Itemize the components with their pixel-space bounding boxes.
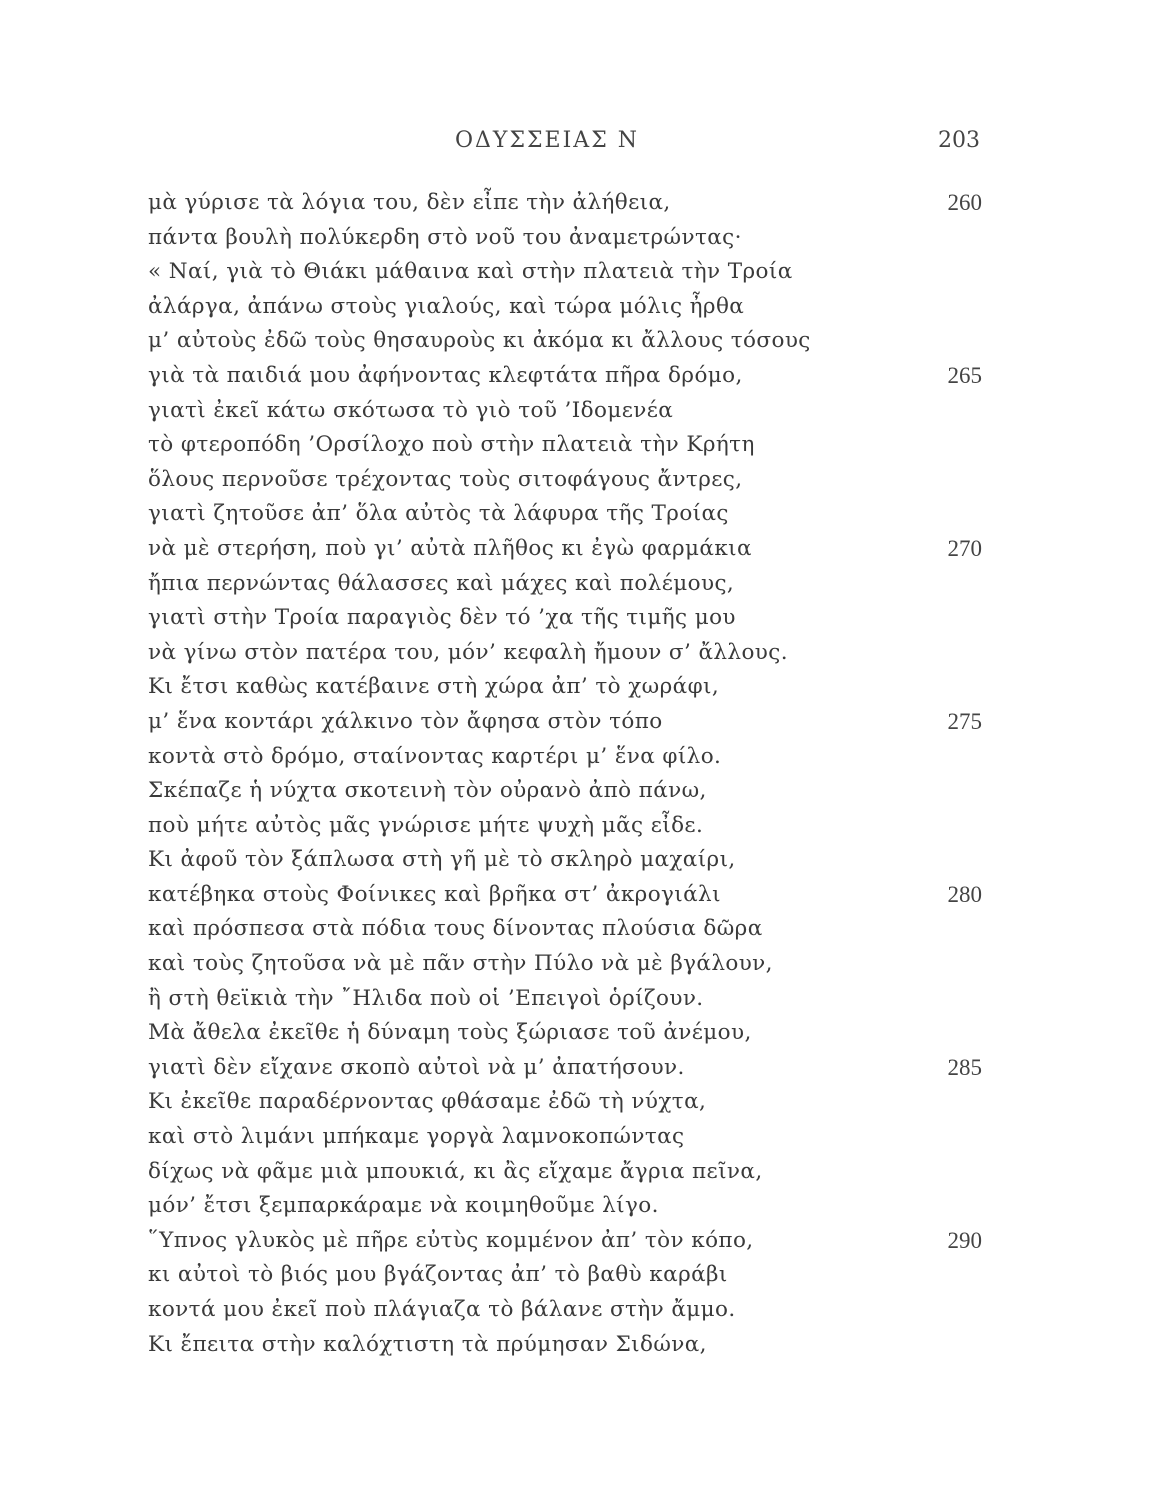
verse-text: Κι ἐκεῖθε παραδέρνοντας φθάσαμε ἐδῶ τὴ νύχτα,	[148, 1089, 707, 1115]
verse-line	[148, 186, 988, 221]
verse-text: μόν’ ἔτσι ξεμπαρκάραμε νὰ κοιμηθοῦμε λίγο.	[148, 1193, 659, 1219]
verse-text: γιὰ τὰ παιδιά μου ἀφήνοντας κλεφτάτα πῆρα δρόμο,	[148, 362, 743, 388]
verse-text: πάντα βουλὴ πολύκερδη στὸ νοῦ του ἀναμετρώντας·	[148, 224, 742, 250]
verse-line	[148, 636, 988, 671]
line-number: 260	[947, 190, 982, 215]
verse-text: γιατὶ ζητοῦσε ἀπ’ ὅλα αὐτὸς τὰ λάφυρα τῆς Τροίας	[148, 501, 729, 527]
verse-text: Κι ἀφοῦ τὸν ξάπλωσα στὴ γῆ μὲ τὸ σκληρὸ μαχαίρι,	[148, 847, 736, 873]
verse-text: νὰ γίνω στὸν πατέρα του, μόν’ κεφαλὴ ἤμουν σ’ ἄλλους.	[148, 639, 788, 665]
verse-line	[148, 221, 988, 256]
line-number: 285	[947, 1054, 982, 1080]
verse-list	[148, 186, 988, 1362]
verse-line	[148, 428, 988, 463]
verse-line	[148, 774, 988, 809]
verse-text: ἀλάργα, ἀπάνω στοὺς γιαλούς, καὶ τώρα μόλις ἦρθα	[148, 293, 745, 319]
verse-line	[148, 843, 988, 878]
verse-line	[148, 1293, 988, 1328]
verse-text: καὶ πρόσπεσα στὰ πόδια τους δίνοντας πλούσια δῶρα	[148, 916, 763, 942]
verse-line	[148, 1328, 988, 1363]
verse-line	[148, 255, 988, 290]
verse-line	[148, 705, 988, 740]
line-number: 290	[947, 1227, 982, 1253]
verse-line	[148, 324, 988, 359]
verse-line	[148, 290, 988, 325]
verse-line	[148, 1085, 988, 1120]
verse-text: Κι ἔτσι καθὼς κατέβαινε στὴ χώρα ἀπ’ τὸ χωράφι,	[148, 674, 720, 700]
verse-text: κατέβηκα στοὺς Φοίνικες καὶ βρῆκα στ’ ἀκρογιάλι	[148, 881, 721, 907]
running-title: ΟΔΥΣΣΕΙΑΣ Ν	[455, 128, 639, 153]
verse-text: Μὰ ἄθελα ἐκεῖθε ἡ δύναμη τοὺς ξώριασε τοῦ ἀνέμου,	[148, 1020, 752, 1046]
verse-text: κοντὰ στὸ δρόμο, σταίνοντας καρτέρι μ’ ἕνα φίλο.	[148, 743, 722, 769]
verse-line	[148, 740, 988, 775]
verse-line	[148, 359, 988, 394]
verse-text: γιατὶ ἐκεῖ κάτω σκότωσα τὸ γιὸ τοῦ ’Ιδομενέα	[148, 397, 674, 423]
verse-line	[148, 463, 988, 498]
verse-text: μ’ αὐτοὺς ἐδῶ τοὺς θησαυροὺς κι ἀκόμα κι ἄλλους τόσους	[148, 328, 811, 354]
verse-text: καὶ τοὺς ζητοῦσα νὰ μὲ πᾶν στὴν Πύλο νὰ μὲ βγάλουν,	[148, 951, 773, 977]
verse-line	[148, 532, 988, 567]
verse-text: ἤπια περνώντας θάλασσες καὶ μάχες καὶ πολέμους,	[148, 570, 735, 596]
verse-text: μ’ ἕνα κοντάρι χάλκινο τὸν ἄφησα στὸν τόπο	[148, 708, 663, 734]
verse-text: τὸ φτεροπόδη ’Ορσίλοχο ποὺ στὴν πλατειὰ τὴν Κρήτη	[148, 432, 755, 458]
verse-text: κοντά μου ἐκεῖ ποὺ πλάγιαζα τὸ βάλανε στὴν ἄμμο.	[148, 1297, 736, 1322]
verse-text: νὰ μὲ στερήση, ποὺ γι’ αὐτὰ πλῆθος κι ἐγὼ φαρμάκια	[148, 535, 752, 561]
verse-text: δίχως νὰ φᾶμε μιὰ μπουκιά, κι ἂς εἴχαμε ἄγρια πεῖνα,	[148, 1158, 763, 1184]
line-number: 275	[947, 708, 982, 734]
running-head	[0, 128, 1156, 160]
verse-text: γιατὶ δὲν εἴχανε σκοπὸ αὐτοὶ νὰ μ’ ἀπατήσουν.	[148, 1054, 685, 1080]
verse-text: ὅλους περνοῦσε τρέχοντας τοὺς σιτοφάγους ἄντρες,	[148, 466, 743, 492]
line-number: 270	[947, 535, 982, 561]
verse-line	[148, 567, 988, 602]
verse-text: Κι ἔπειτα στὴν καλόχτιστη τὰ πρύμησαν Σιδώνα,	[148, 1331, 707, 1357]
verse-line	[148, 394, 988, 429]
verse-line	[148, 497, 988, 532]
verse-text: μὰ γύρισε τὰ λόγια του, δὲν εἶπε τὴν ἀλήθεια,	[148, 190, 671, 215]
verse-line	[148, 1224, 988, 1259]
verse-text: καὶ στὸ λιμάνι μπήκαμε γοργὰ λαμνοκοπώντας	[148, 1124, 685, 1150]
verse-line	[148, 1258, 988, 1293]
line-number: 280	[947, 881, 982, 907]
verse-line	[148, 670, 988, 705]
verse-line	[148, 947, 988, 982]
verse-text: κι αὐτοὶ τὸ βιός μου βγάζοντας ἀπ’ τὸ βαθὺ καράβι	[148, 1262, 728, 1288]
verse-line	[148, 878, 988, 913]
verse-line	[148, 982, 988, 1017]
line-number: 265	[947, 362, 982, 388]
verse-line	[148, 1120, 988, 1155]
verse-text: ποὺ μήτε αὐτὸς μᾶς γνώρισε μήτε ψυχὴ μᾶς εἶδε.	[148, 812, 704, 838]
verse-line	[148, 809, 988, 844]
verse-text: γιατὶ στὴν Τροία παραγιὸς δὲν τό ’χα τῆς τιμῆς μου	[148, 605, 736, 631]
verse-line	[148, 601, 988, 636]
verse-text: ἢ στὴ θεϊκιὰ τὴν ῎Ηλιδα ποὺ οἱ ’Επειγοὶ ὁρίζουν.	[148, 985, 704, 1011]
verse-text: ῞Υπνος γλυκὸς μὲ πῆρε εὐτὺς κομμένον ἀπ’ τὸν κόπο,	[148, 1227, 754, 1253]
verse-line	[148, 912, 988, 947]
verse-line	[148, 1155, 988, 1190]
verse-text: « Ναί, γιὰ τὸ Θιάκι μάθαινα καὶ στὴν πλατειὰ τὴν Τροία	[148, 259, 793, 285]
verse-line	[148, 1189, 988, 1224]
verse-text: Σκέπαζε ἡ νύχτα σκοτεινὴ τὸν οὐρανὸ ἀπὸ πάνω,	[148, 778, 707, 804]
page-number: 203	[938, 128, 980, 153]
verse-line	[148, 1016, 988, 1051]
verse-line	[148, 1051, 988, 1086]
